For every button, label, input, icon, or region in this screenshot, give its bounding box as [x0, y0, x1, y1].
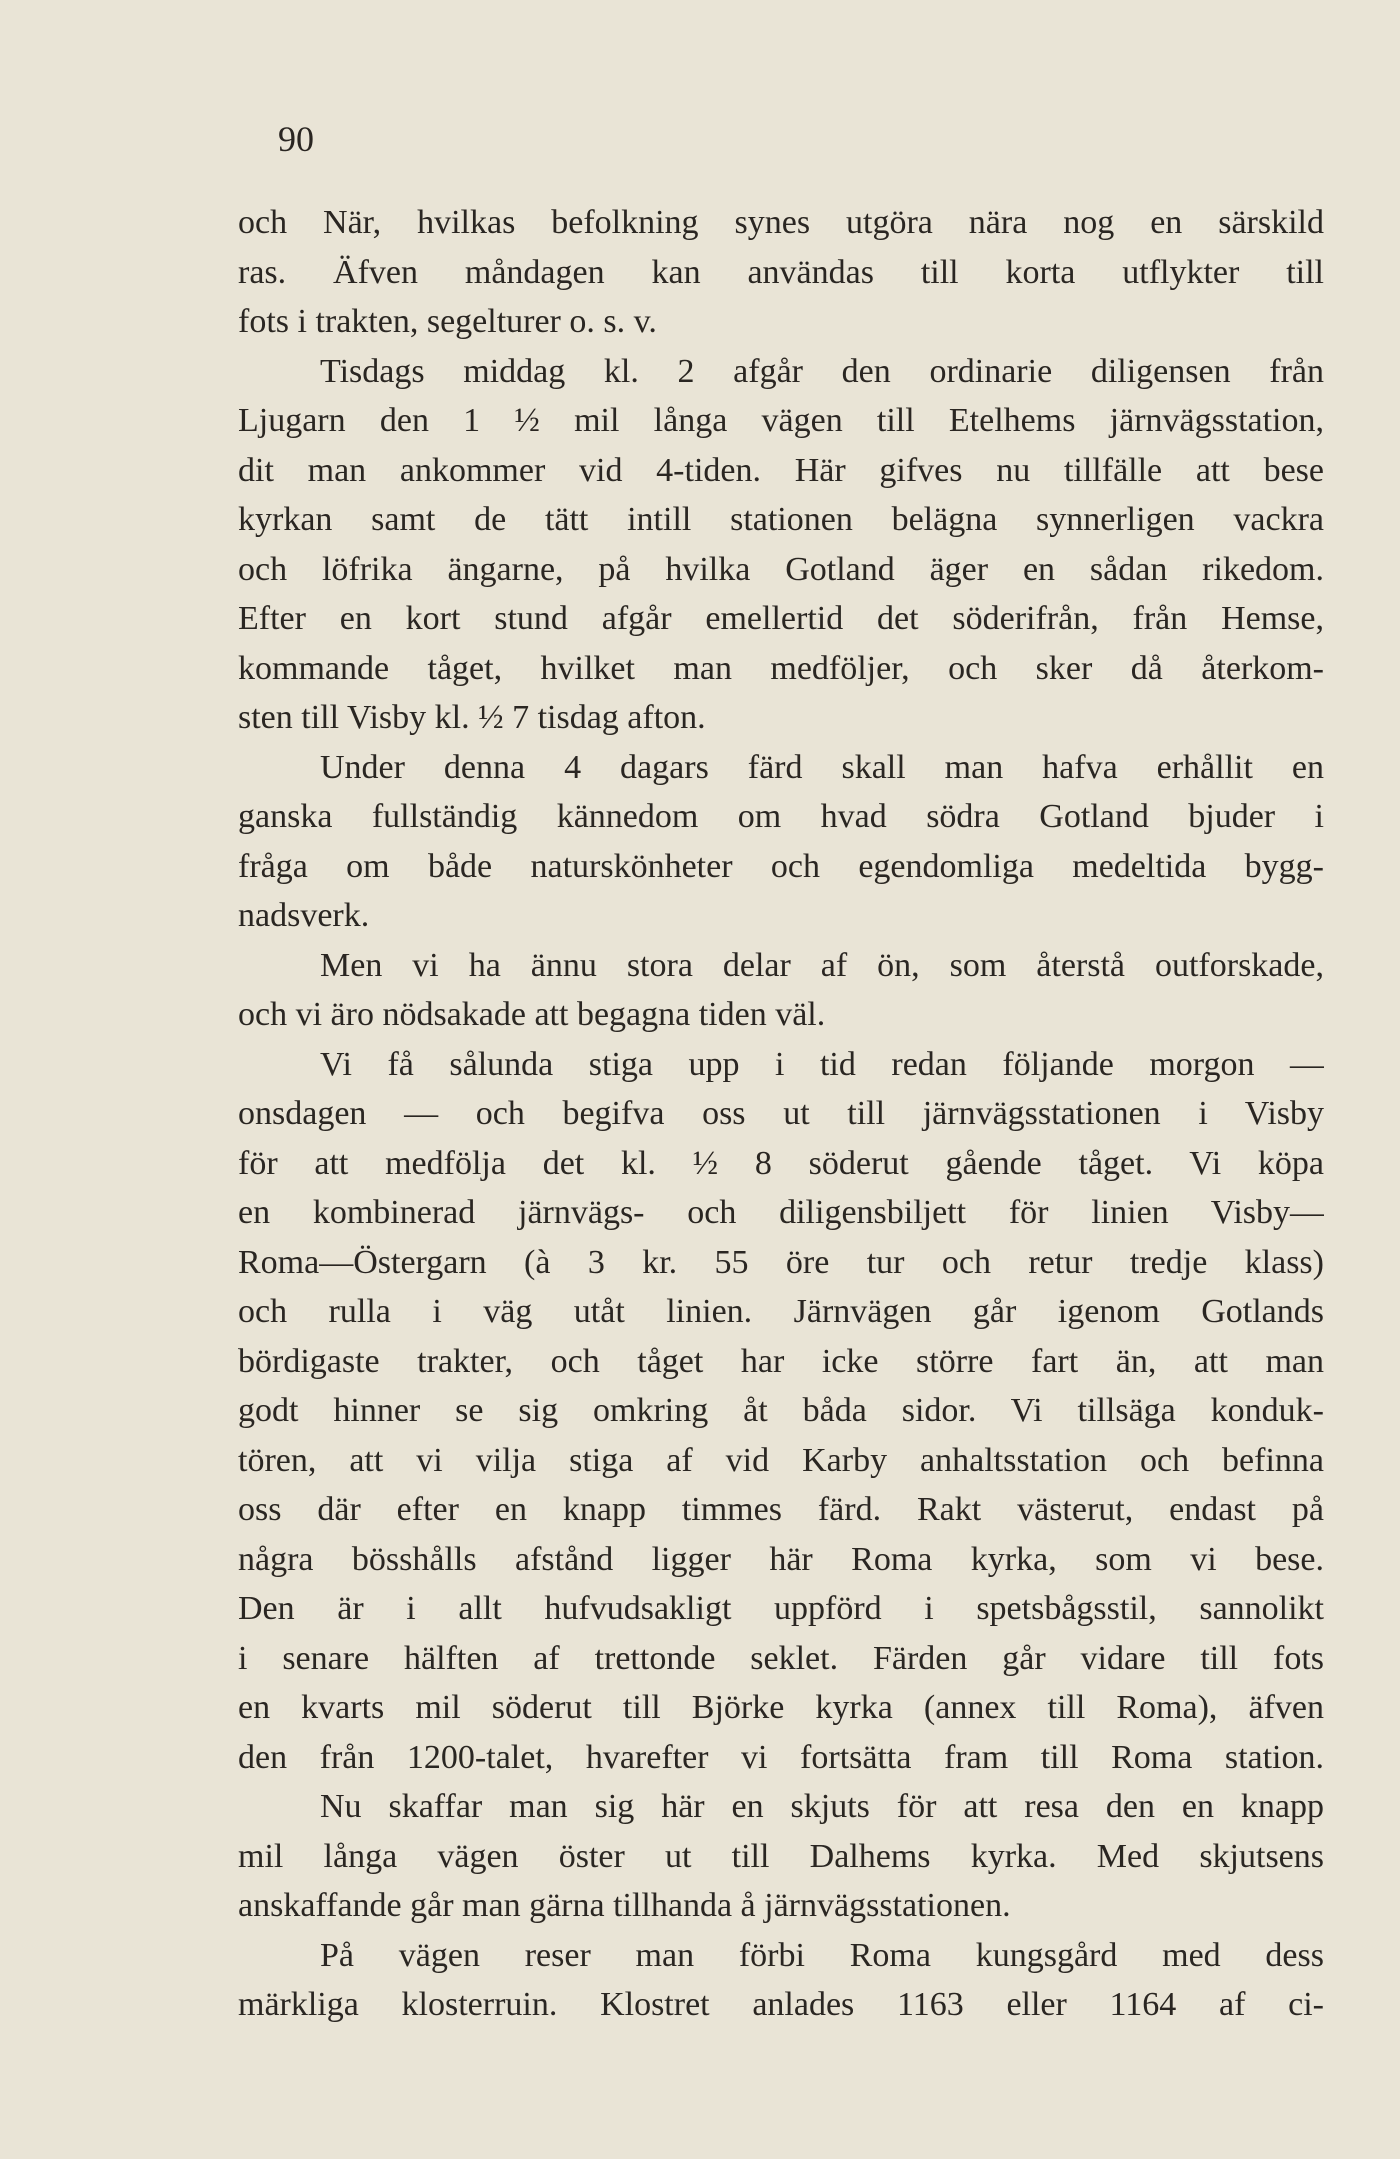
text-line: en kombinerad järnvägs- och diligensbiljett för linien Visby—: [238, 1194, 1324, 1231]
text-line: godt hinner se sig omkring åt båda sidor. Vi tillsäga konduk-: [238, 1392, 1324, 1429]
text-line: Vi få sålunda stiga upp i tid redan följande morgon —: [320, 1045, 1324, 1083]
text-line: Under denna 4 dagars färd skall man hafva erhållit en: [320, 748, 1324, 786]
text-line: Roma—Östergarn (à 3 kr. 55 öre tur och retur tredje klass): [238, 1243, 1324, 1281]
body-text: [238, 198, 1324, 2030]
text-line: och vi äro nödsakade att begagna tiden väl.: [238, 996, 826, 1033]
text-line: Nu skaffar man sig här en skjuts för att resa den en knapp: [320, 1788, 1324, 1825]
text-line: och När, hvilkas befolkning synes utgöra nära nog en särskild: [238, 204, 1324, 241]
text-line: i senare hälften af trettonde seklet. Färden går vidare till fots: [238, 1639, 1324, 1677]
text-line: fots i trakten, segelturer o. s. v.: [238, 303, 657, 340]
text-line: och rulla i väg utåt linien. Järnvägen går igenom Gotlands: [238, 1293, 1324, 1330]
text-line: kommande tåget, hvilket man medföljer, och sker då återkom-: [238, 649, 1324, 687]
text-line: onsdagen — och begifva oss ut till järnvägsstationen i Visby: [238, 1095, 1324, 1132]
text-line: tören, att vi vilja stiga af vid Karby anhaltsstation och befinna: [238, 1441, 1324, 1479]
text-line: Ljugarn den 1 ½ mil långa vägen till Etelhems järnvägsstation,: [238, 402, 1324, 439]
page-number: 90: [278, 119, 314, 159]
text-line: mil långa vägen öster ut till Dalhems kyrka. Med skjutsens: [238, 1837, 1324, 1875]
text-line: den från 1200-talet, hvarefter vi fortsätta fram till Roma station.: [238, 1738, 1324, 1776]
text-line: oss där efter en knapp timmes färd. Rakt västerut, endast på: [238, 1491, 1324, 1528]
text-line: nadsverk.: [238, 897, 370, 934]
text-line: ras. Äfven måndagen kan användas till korta utflykter till: [238, 253, 1324, 291]
text-line: dit man ankommer vid 4-tiden. Här gifves nu tillfälle att bese: [238, 451, 1324, 489]
text-line: fråga om både naturskönheter och egendomliga medeltida bygg-: [238, 847, 1324, 885]
text-line: bördigaste trakter, och tåget har icke större fart än, att man: [238, 1342, 1324, 1380]
text-line: På vägen reser man förbi Roma kungsgård med dess: [320, 1936, 1324, 1974]
text-line: kyrkan samt de tätt intill stationen belägna synnerligen vackra: [238, 501, 1324, 538]
text-line: Efter en kort stund afgår emellertid det söderifrån, från Hemse,: [238, 600, 1324, 637]
text-line: en kvarts mil söderut till Björke kyrka (annex till Roma), äfven: [238, 1689, 1324, 1726]
text-line: Tisdags middag kl. 2 afgår den ordinarie diligensen från: [320, 352, 1324, 390]
text-line: några bösshålls afstånd ligger här Roma kyrka, som vi bese.: [238, 1540, 1324, 1578]
text-line: Den är i allt hufvudsakligt uppförd i spetsbågsstil, sannolikt: [238, 1590, 1324, 1627]
text-line: sten till Visby kl. ½ 7 tisdag afton.: [238, 699, 706, 736]
text-line: Men vi ha ännu stora delar af ön, som återstå outforskade,: [320, 946, 1324, 984]
text-line: ganska fullständig kännedom om hvad södra Gotland bjuder i: [238, 798, 1324, 835]
text-line: och löfrika ängarne, på hvilka Gotland äger en sådan rikedom.: [238, 550, 1324, 588]
text-line: anskaffande går man gärna tillhanda å järnvägsstationen.: [238, 1887, 1011, 1924]
text-line: för att medfölja det kl. ½ 8 söderut gående tåget. Vi köpa: [238, 1144, 1324, 1182]
text-line: märkliga klosterruin. Klostret anlades 1163 eller 1164 af ci-: [238, 1986, 1324, 2023]
